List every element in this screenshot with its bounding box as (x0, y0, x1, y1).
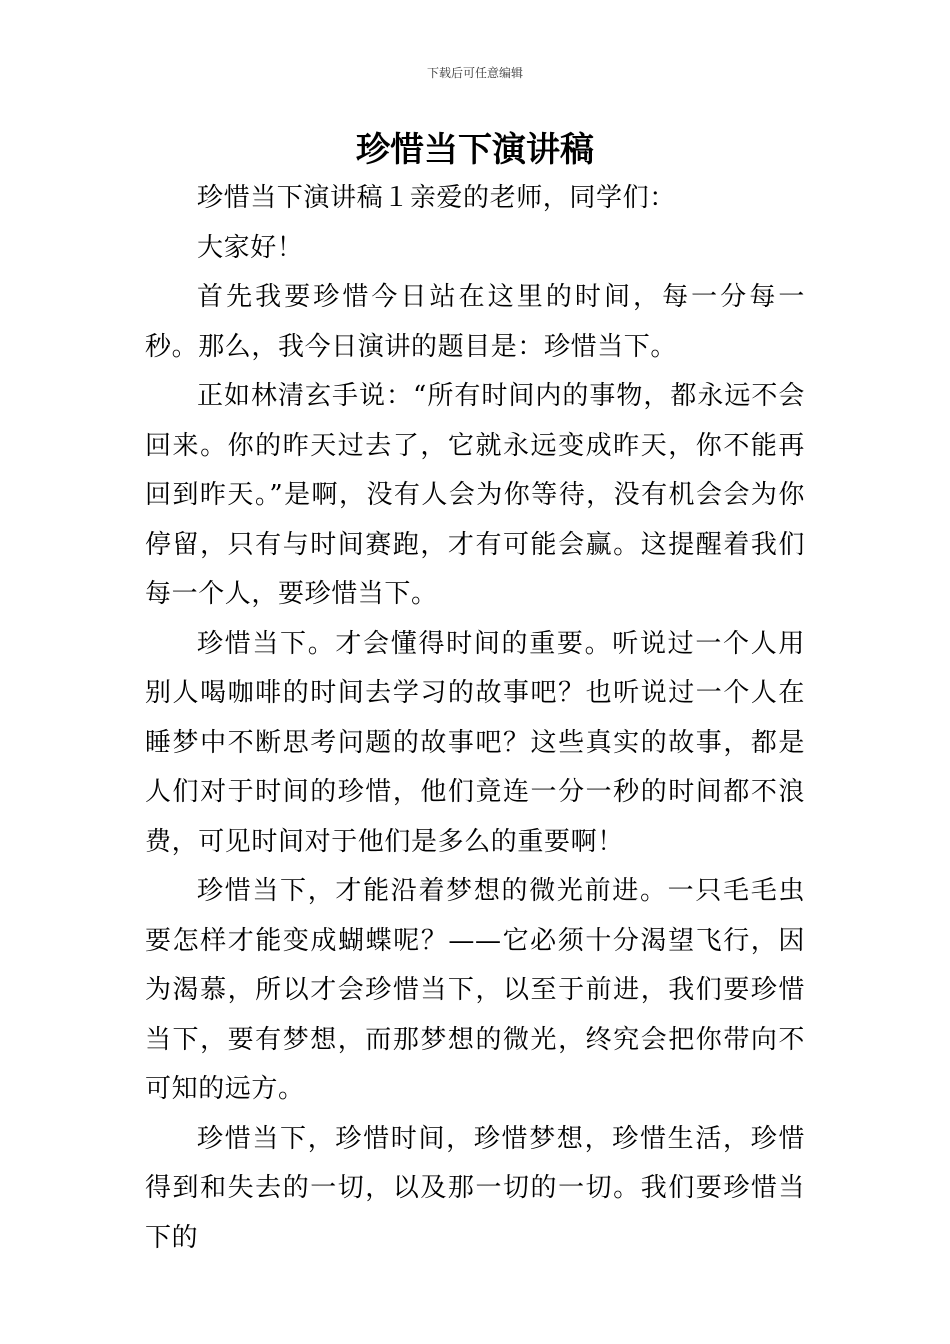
document-title: 珍惜当下演讲稿 (356, 130, 594, 170)
document-body (145, 174, 805, 1263)
paragraph-quote: 正如林清玄手说：“所有时间内的事物，都永远不会回来。你的昨天过去了，它就永远变成昨天，你不能再回到昨天。”是啊，没有人会为你等待，没有机会会为你停留，只有与时间赛跑，才有可能会赢。这提醒着我们每一个人，要珍惜当下。 (145, 381, 805, 609)
paragraph-hello: 大家好！ (197, 232, 304, 263)
paragraph-time-importance: 珍惜当下。才会懂得时间的重要。听说过一个人用别人喝咖啡的时间去学习的故事吧？也听说过一个人在睡梦中不断思考问题的故事吧？这些真实的故事，都是人们对于时间的珍惜，他们竟连一分一秒的时间都不浪费，可见时间对于他们是多么的重要啊！ (145, 628, 805, 857)
paragraph-cherish: 珍惜当下，珍惜时间，珍惜梦想，珍惜生活，珍惜得到和失去的一切，以及那一切的一切。我们要珍惜当下的 (145, 1123, 805, 1253)
paragraph-opening: 首先我要珍惜今日站在这里的时间，每一分每一秒。那么，我今日演讲的题目是：珍惜当下。 (145, 282, 805, 362)
paragraph-greeting-line: 珍惜当下演讲稿１亲爱的老师，同学们： (197, 183, 676, 213)
paragraph-dream: 珍惜当下，才能沿着梦想的微光前进。一只毛毛虫要怎样才能变成蝴蝶呢？——它必须十分渴望飞行，因为渴慕，所以才会珍惜当下，以至于前进，我们要珍惜当下，要有梦想，而那梦想的微光，终究会把你带向不可知的远方。 (145, 876, 805, 1104)
header-note: 下载后可任意编辑 (426, 66, 523, 80)
